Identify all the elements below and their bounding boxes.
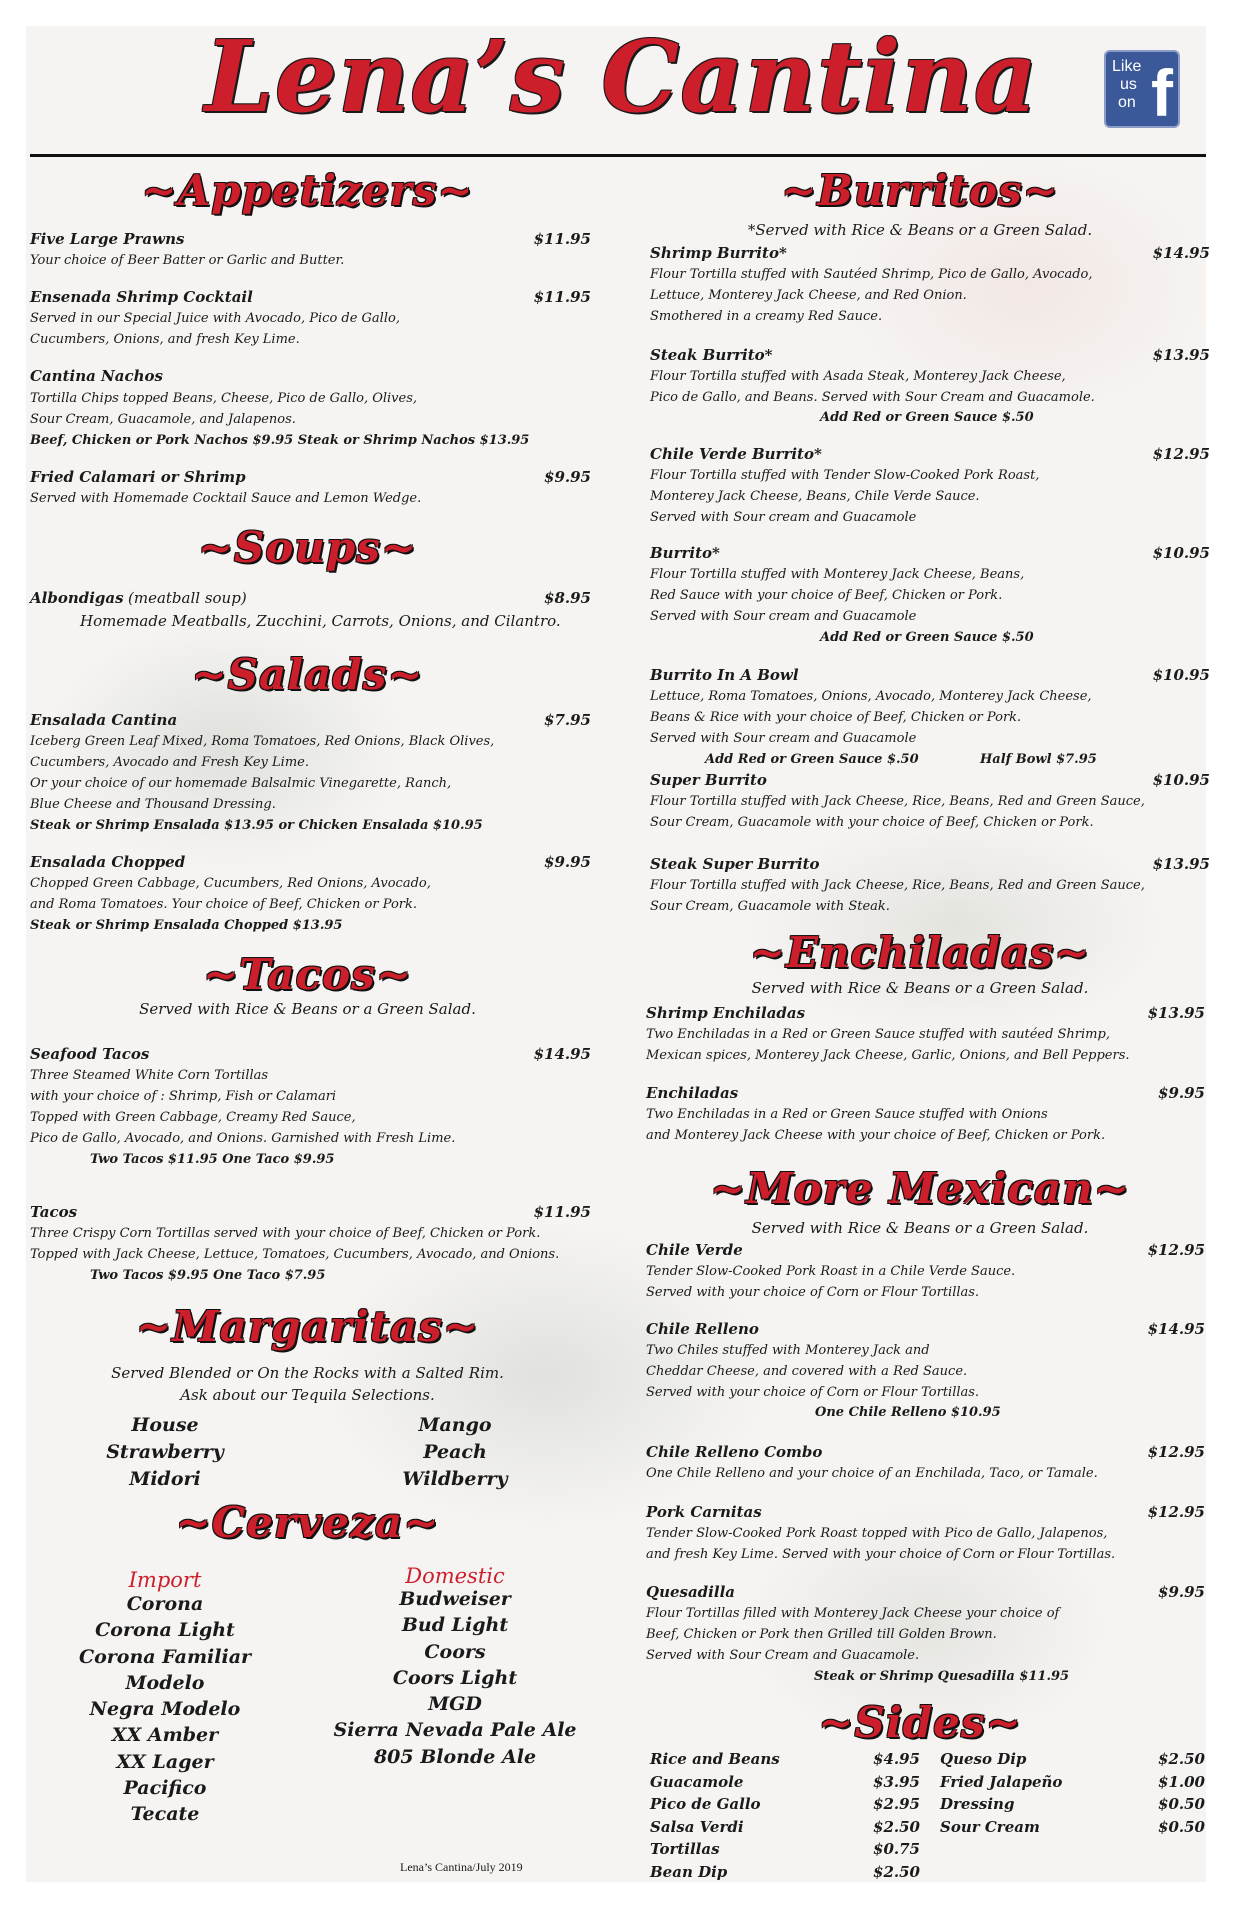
beer-item: MGD — [428, 1693, 482, 1716]
sides-table-left — [650, 1748, 920, 1883]
beer-item: Bud Light — [401, 1614, 509, 1637]
menu-item-name: Pork Carnitas — [646, 1503, 762, 1521]
menu-item-desc: Beans & Rice with your choice of Beef, Chicken or Pork. — [650, 710, 1022, 725]
menu-item-desc: Tortilla Chips topped Beans, Cheese, Pico de Gallo, Olives, — [30, 391, 418, 406]
header-divider — [30, 154, 1206, 157]
menu-item-desc: Blue Cheese and Thousand Dressing. — [30, 797, 276, 812]
menu-item-name: Seafood Tacos — [30, 1045, 150, 1063]
side-name: Queso Dip — [940, 1750, 1027, 1769]
menu-item-name: Super Burrito — [650, 771, 767, 789]
menu-item-desc: Flour Tortilla stuffed with Monterey Jack Cheese, Beans, — [650, 567, 1025, 582]
margarita-flavor: Mango — [418, 1414, 492, 1436]
side-name: Sour Cream — [940, 1817, 1040, 1836]
menu-item-desc: Pico de Gallo, Avocado, and Onions. Garnished with Fresh Lime. — [30, 1131, 456, 1146]
side-name: Tortillas — [650, 1840, 720, 1859]
menu-item-note: Add Red or Green Sauce $.50 — [820, 410, 1034, 425]
menu-item-desc: Homemade Meatballs, Zucchini, Carrots, Onions, and Cilantro. — [80, 612, 561, 630]
facebook-like-button[interactable] — [1104, 50, 1180, 128]
menu-item-price: $7.95 — [544, 711, 591, 729]
margarita-list-right — [380, 1412, 530, 1493]
menu-item-desc: Mexican spices, Monterey Jack Cheese, Garlic, Onions, and Bell Peppers. — [646, 1048, 1130, 1063]
table-row — [650, 1748, 920, 1771]
menu-item-name: Ensalada Cantina — [30, 711, 178, 729]
menu-item-desc: Sour Cream, Guacamole, and Jalapenos. — [30, 412, 296, 427]
menu-item-name: Burrito In A Bowl — [650, 666, 799, 684]
menu-item-desc: Beef, Chicken or Pork then Grilled till Golden Brown. — [646, 1627, 997, 1642]
menu-item-price: $13.95 — [1152, 346, 1210, 364]
table-row — [940, 1771, 1205, 1794]
menu-item-desc: Three Crispy Corn Tortillas served with your choice of Beef, Chicken or Pork. — [30, 1226, 541, 1241]
side-price: $3.95 — [873, 1772, 920, 1791]
side-name: Rice and Beans — [650, 1750, 780, 1769]
menu-item-name: Ensalada Chopped — [30, 853, 186, 871]
menu-item-desc: Flour Tortillas filled with Monterey Jack Cheese your choice of — [646, 1606, 1060, 1621]
menu-item-desc: Tender Slow-Cooked Pork Roast in a Chile Verde Sauce. — [646, 1264, 1016, 1279]
beer-item: XX Lager — [116, 1750, 214, 1773]
menu-item-desc: Two Chiles stuffed with Monterey Jack and — [646, 1343, 930, 1358]
beer-item: Corona Light — [95, 1619, 235, 1642]
menu-item-aside: (meatball soup) — [128, 589, 247, 607]
menu-item-price: $9.95 — [544, 853, 591, 871]
tacos-heading: ~Tacos~ — [202, 950, 413, 999]
enchiladas-subtitle: Served with Rice & Beans or a Green Salad. — [751, 979, 1089, 997]
menu-item-desc: Lettuce, Roma Tomatoes, Onions, Avocado, Monterey Jack Cheese, — [650, 689, 1092, 704]
margarita-flavor: Strawberry — [106, 1441, 224, 1463]
menu-item-desc: Monterey Jack Cheese, Beans, Chile Verde Sauce. — [650, 489, 980, 504]
side-price: $2.50 — [1158, 1750, 1205, 1769]
menu-item-desc: Cheddar Cheese, and covered with a Red Sauce. — [646, 1364, 968, 1379]
menu-item-desc: Iceberg Green Leaf Mixed, Roma Tomatoes, Red Onions, Black Olives, — [30, 734, 495, 749]
appetizers-heading: ~Appetizers~ — [141, 166, 474, 215]
menu-item-price: $10.95 — [1152, 771, 1210, 789]
beer-item: Tecate — [130, 1803, 200, 1826]
menu-item-name: Chile Relleno Combo — [646, 1443, 823, 1461]
menu-item-name: Shrimp Enchiladas — [646, 1004, 806, 1022]
menu-item-note: Steak or Shrimp Ensalada $13.95 or Chicken Ensalada $10.95 — [30, 818, 483, 833]
footer-text: Lena’s Cantina/July 2019 — [400, 1860, 523, 1874]
menu-item-name: Shrimp Burrito* — [650, 244, 787, 262]
menu-item-desc: Topped with Green Cabbage, Creamy Red Sauce, — [30, 1110, 356, 1125]
menu-item-desc: One Chile Relleno and your choice of an Enchilada, Taco, or Tamale. — [646, 1466, 1098, 1481]
menu-item-desc: Cucumbers, Avocado and Fresh Key Lime. — [30, 755, 309, 770]
tacos-subtitle: Served with Rice & Beans or a Green Salad. — [139, 1000, 476, 1018]
import-beer-list — [65, 1591, 265, 1828]
menu-item-price: $11.95 — [533, 230, 591, 248]
margarita-flavor: Wildberry — [402, 1468, 508, 1490]
import-label: Import — [128, 1568, 202, 1592]
menu-item-desc: Served with your choice of Corn or Flour Tortillas. — [646, 1385, 980, 1400]
menu-item-price: $11.95 — [533, 288, 591, 306]
menu-item-desc: Or your choice of our homemade Balsalmic Vinegarette, Ranch, — [30, 776, 452, 791]
menu-item-note: Two Tacos $9.95 One Taco $7.95 — [90, 1268, 326, 1283]
cerveza-heading: ~Cerveza~ — [175, 1498, 440, 1547]
side-name: Salsa Verdi — [650, 1817, 744, 1836]
menu-item-price: $12.95 — [1147, 1443, 1205, 1461]
menu-item-desc: Served with Sour cream and Guacamole — [650, 731, 917, 746]
side-price: $0.75 — [873, 1840, 920, 1859]
beer-item: Negra Modelo — [89, 1698, 241, 1721]
side-name: Pico de Gallo — [650, 1795, 761, 1814]
menu-item-name: Steak Super Burrito — [650, 855, 820, 873]
side-name: Guacamole — [650, 1772, 744, 1791]
margarita-flavor: Peach — [423, 1441, 487, 1463]
menu-item-name: Chile Verde Burrito* — [650, 445, 822, 463]
menu-item-desc: Tender Slow-Cooked Pork Roast topped with Pico de Gallo, Jalapenos, — [646, 1526, 1108, 1541]
menu-item-price: $9.95 — [1158, 1583, 1205, 1601]
sides-heading: ~Sides~ — [818, 1698, 1022, 1747]
menu-item-name: Enchiladas — [646, 1084, 739, 1102]
menu-item-desc: Two Enchiladas in a Red or Green Sauce stuffed with sautéed Shrimp, — [646, 1027, 1110, 1042]
menu-item-desc: Two Enchiladas in a Red or Green Sauce stuffed with Onions — [646, 1107, 1048, 1122]
salads-heading: ~Salads~ — [191, 650, 424, 699]
soups-heading: ~Soups~ — [197, 523, 418, 572]
side-price: $0.50 — [1158, 1817, 1205, 1836]
menu-item-desc: Sour Cream, Guacamole with your choice of Beef, Chicken or Pork. — [650, 815, 1094, 830]
menu-item-desc: Smothered in a creamy Red Sauce. — [650, 309, 883, 324]
side-name: Dressing — [940, 1795, 1015, 1814]
menu-item-desc: Lettuce, Monterey Jack Cheese, and Red Onion. — [650, 288, 967, 303]
menu-item-desc: Sour Cream, Guacamole with Steak. — [650, 899, 890, 914]
menu-item-note: Steak or Shrimp Quesadilla $11.95 — [814, 1669, 1070, 1684]
table-row — [940, 1748, 1205, 1771]
menu-item-desc: and fresh Key Lime. Served with your choice of Corn or Flour Tortillas. — [646, 1547, 1116, 1562]
menu-item-price: $13.95 — [1147, 1004, 1205, 1022]
menu-item-name: Five Large Prawns — [30, 230, 185, 248]
menu-item-price: $9.95 — [1158, 1084, 1205, 1102]
menu-item-note: Half Bowl $7.95 — [980, 752, 1097, 767]
domestic-beer-list — [330, 1586, 580, 1770]
domestic-label: Domestic — [405, 1564, 505, 1588]
menu-item-name: Cantina Nachos — [30, 367, 163, 385]
table-row — [650, 1771, 920, 1794]
menu-item-note: One Chile Relleno $10.95 — [815, 1405, 1001, 1420]
menu-item-name: Albondigas — [30, 589, 124, 607]
side-price: $1.00 — [1158, 1772, 1205, 1791]
facebook-icon: f — [1151, 56, 1173, 130]
table-row — [940, 1816, 1205, 1839]
table-row — [650, 1816, 920, 1839]
menu-item-desc: Served with your choice of Corn or Flour Tortillas. — [646, 1285, 980, 1300]
table-row — [650, 1793, 920, 1816]
sides-table-right — [940, 1748, 1205, 1838]
facebook-us-text: us — [1120, 76, 1137, 93]
menu-item-desc: Flour Tortilla stuffed with Jack Cheese, Rice, Beans, Red and Green Sauce, — [650, 878, 1145, 893]
menu-item-desc: and Roma Tomatoes. Your choice of Beef, Chicken or Pork. — [30, 897, 417, 912]
menu-item-price: $9.95 — [544, 468, 591, 486]
menu-item-price: $8.95 — [544, 589, 591, 607]
side-name: Bean Dip — [650, 1862, 728, 1881]
restaurant-title: Lena’s Cantina — [204, 20, 1039, 135]
burritos-heading: ~Burritos~ — [781, 166, 1059, 215]
facebook-on-text: on — [1118, 94, 1136, 111]
beer-item: Coors Light — [392, 1666, 518, 1689]
menu-item-desc: and Monterey Jack Cheese with your choice of Beef, Chicken or Pork. — [646, 1128, 1106, 1143]
menu-item-name: Quesadilla — [646, 1583, 735, 1601]
menu-item-price: $14.95 — [533, 1045, 591, 1063]
menu-item-desc: Flour Tortilla stuffed with Sautéed Shrimp, Pico de Gallo, Avocado, — [650, 267, 1093, 282]
margaritas-subtitle: Ask about our Tequila Selections. — [180, 1386, 435, 1404]
menu-item-price: $10.95 — [1152, 544, 1210, 562]
menu-item-price: $12.95 — [1152, 445, 1210, 463]
beer-item: Corona — [126, 1593, 204, 1615]
beer-item: XX Amber — [111, 1724, 219, 1747]
menu-item-name: Chile Relleno — [646, 1320, 759, 1338]
menu-item-price: $11.95 — [533, 1203, 591, 1221]
menu-item-desc: Chopped Green Cabbage, Cucumbers, Red Onions, Avocado, — [30, 876, 431, 891]
beer-item: 805 Blonde Ale — [373, 1745, 537, 1768]
menu-item-note: Add Red or Green Sauce $.50 — [705, 752, 919, 767]
menu-item-desc: Red Sauce with your choice of Beef, Chicken or Pork. — [650, 588, 1003, 603]
menu-item-name: Fried Calamari or Shrimp — [30, 468, 246, 486]
menu-item-price: $13.95 — [1152, 855, 1210, 873]
table-row — [650, 1838, 920, 1861]
menu-item-desc: Served with Sour Cream and Guacamole. — [646, 1648, 920, 1663]
facebook-like-text: Like — [1112, 58, 1142, 75]
beer-item: Corona Familiar — [78, 1645, 252, 1668]
menu-item-desc: Served with Homemade Cocktail Sauce and Lemon Wedge. — [30, 491, 422, 506]
menu-item-desc: Served with Sour cream and Guacamole — [650, 609, 917, 624]
margarita-flavor: Midori — [129, 1468, 201, 1490]
side-price: $2.50 — [873, 1862, 920, 1881]
table-row — [940, 1793, 1205, 1816]
margarita-flavor: House — [131, 1414, 199, 1436]
menu-item-note: Two Tacos $11.95 One Taco $9.95 — [90, 1152, 335, 1167]
menu-item-price: $10.95 — [1152, 666, 1210, 684]
menu-item-name: Ensenada Shrimp Cocktail — [30, 288, 253, 306]
margarita-list-left — [90, 1412, 240, 1493]
menu-item-desc: Served with Sour cream and Guacamole — [650, 510, 917, 525]
menu-item-note: Steak or Shrimp Ensalada Chopped $13.95 — [30, 918, 343, 933]
menu-item-price: $12.95 — [1147, 1241, 1205, 1259]
menu-item-desc: Your choice of Beer Batter or Garlic and Butter. — [30, 253, 345, 268]
menu-item-name: Tacos — [30, 1203, 78, 1221]
beer-item: Coors — [424, 1640, 486, 1663]
side-price: $4.95 — [873, 1750, 920, 1769]
menu-item-desc: Flour Tortilla stuffed with Tender Slow-Cooked Pork Roast, — [650, 468, 1040, 483]
beer-item: Modelo — [125, 1671, 205, 1694]
menu-item-name: Burrito* — [650, 544, 720, 562]
menu-item-name: Chile Verde — [646, 1241, 743, 1259]
margaritas-subtitle: Served Blended or On the Rocks with a Salted Rim. — [111, 1364, 504, 1382]
beer-item: Budweiser — [399, 1588, 511, 1610]
menu-item-desc: Cucumbers, Onions, and fresh Key Lime. — [30, 332, 300, 347]
menu-item-name: Steak Burrito* — [650, 346, 773, 364]
side-name: Fried Jalapeño — [940, 1772, 1063, 1791]
side-price: $0.50 — [1158, 1795, 1205, 1814]
beer-item: Pacifico — [123, 1777, 207, 1800]
side-price: $2.50 — [873, 1817, 920, 1836]
more-mexican-subtitle: Served with Rice & Beans or a Green Salad. — [751, 1219, 1089, 1237]
beer-item: Sierra Nevada Pale Ale — [333, 1719, 577, 1742]
menu-item-desc: Flour Tortilla stuffed with Asada Steak, Monterey Jack Cheese, — [650, 369, 1066, 384]
enchiladas-heading: ~Enchiladas~ — [749, 928, 1091, 977]
menu-item-price: $14.95 — [1152, 244, 1210, 262]
menu-item-price: $14.95 — [1147, 1320, 1205, 1338]
menu-item-note: Beef, Chicken or Pork Nachos $9.95 Steak or Shrimp Nachos $13.95 — [30, 433, 530, 448]
table-row — [650, 1861, 920, 1884]
menu-item-note: Add Red or Green Sauce $.50 — [820, 630, 1034, 645]
menu-item-desc: Served in our Special Juice with Avocado, Pico de Gallo, — [30, 311, 400, 326]
menu-item-desc: Topped with Jack Cheese, Lettuce, Tomatoes, Cucumbers, Avocado, and Onions. — [30, 1247, 560, 1262]
menu-item-desc: Flour Tortilla stuffed with Jack Cheese, Rice, Beans, Red and Green Sauce, — [650, 794, 1145, 809]
margaritas-heading: ~Margaritas~ — [135, 1302, 480, 1351]
menu-item-desc: with your choice of : Shrimp, Fish or Calamari — [30, 1089, 337, 1104]
menu-item-desc: Pico de Gallo, and Beans. Served with Sour Cream and Guacamole. — [650, 390, 1095, 405]
more-mexican-heading: ~More Mexican~ — [710, 1164, 1130, 1213]
menu-item-price: $12.95 — [1147, 1503, 1205, 1521]
side-price: $2.95 — [873, 1795, 920, 1814]
burritos-subtitle: *Served with Rice & Beans or a Green Salad. — [747, 221, 1093, 239]
menu-item-desc: Three Steamed White Corn Tortillas — [30, 1068, 269, 1083]
